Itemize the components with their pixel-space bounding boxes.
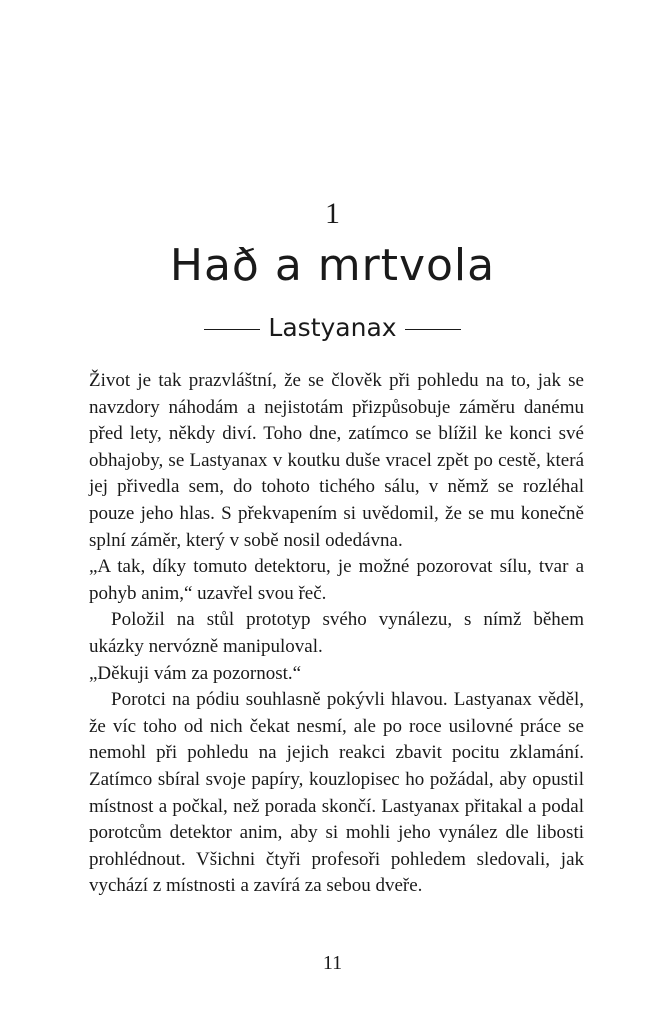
- chapter-number: 1: [325, 197, 340, 230]
- chapter-title: Hað a mrtvola: [169, 240, 496, 291]
- paragraph: „A tak, díky tomuto detektoru, je možné pozorovat sílu, tvar a pohyb anim,“ uzavřel svou řeč.: [89, 556, 584, 604]
- paragraph: Život je tak prazvláštní, že se člověk při pohledu na to, jak se navzdory náhodám a nejistotám přizpůsobuje záměru danému před lety, někdy diví. Toho dne, zatímco se blížil ke konci své obhajoby, se Lastyanax v koutku duše vracel zpět po cestě, která jej přivedla sem, do tohoto tichého sálu, v němž se rozléhal pouze jeho hlas. S překvapením si uvědomil, že se mu konečně splní záměr, který v sobě nosil odedávna.: [89, 370, 584, 551]
- narrator-name: Lastyanax: [268, 313, 397, 342]
- chapter-narrator: [0, 312, 665, 344]
- paragraph: „Děkuji vám za pozornost.“: [89, 662, 302, 684]
- paragraph: Porotci na pódiu souhlasně pokývli hlavou. Lastyanax věděl, že víc toho od nich čekat nesmí, ale po roce usilovné práce se nemohl při pohledu na jejich reakci zbavit pocitu zklamání. Zatímco sbíral svoje papíry, kouzlopisec ho požádal, aby opustil místnost a počkal, než porada skončí. Lastyanax přitakal a podal porotcům detektor anim, aby si mohli jeho vynález dle libosti prohlédnout. Všichni čtyři profesoři pohledem sledovali, jak vychází z místnosti a zavírá za sebou dveře.: [89, 689, 584, 897]
- paragraph: Položil na stůl prototyp svého vynálezu, s nímž během ukázky nervózně manipuloval.: [89, 609, 584, 657]
- left-rule: [204, 329, 260, 330]
- page-number: 11: [322, 952, 343, 974]
- right-rule: [405, 329, 461, 330]
- chapter-body: [89, 368, 584, 900]
